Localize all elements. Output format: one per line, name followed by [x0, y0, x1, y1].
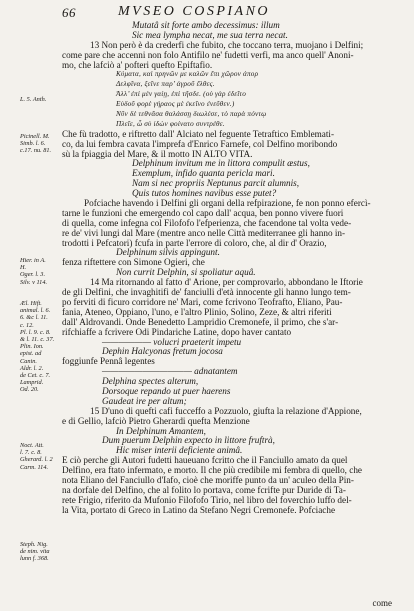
text-line: Νῦν δὲ τεθνᾶσα θαλάσσῃ διωλέσε, τὸ παρὰ πόντῳ [116, 110, 267, 119]
page-header [0, 3, 414, 21]
text-line: Sic mea lympha necat, me sua terra necat. [132, 30, 288, 40]
text-line: 15 D'uno di quefti cafi fucceffo a Pozzuolo, giufta la relazione d'Appione, [90, 406, 362, 416]
text-line: Dorsoque repando ut puer haerens [102, 386, 231, 396]
margin-note-line: de nim. vita [20, 548, 50, 556]
running-title: MVSEO COSPIANO [118, 4, 271, 19]
text-line: come pare che accenni non folo Antifilo ne' fudetti verfi, ma anco quell' Anoni- [62, 50, 354, 60]
margin-note-line: Simb. l. 6. [20, 140, 46, 148]
text-line: —————— volucri praeterit impetu [102, 337, 242, 347]
text-line: sù la fpiaggia del Mare, & il motto IN ALTO VITA. [62, 149, 253, 159]
margin-note-line: Plin. Ion. [20, 343, 44, 351]
margin-note-line: & l. 11. c. 37. [20, 336, 55, 344]
text-line: Quis tutos homines navibus esse putet? [132, 189, 277, 199]
text-line: Πλεῖε, ὦ σὺ ἰδὼν φοίνατο συντρέθε. [116, 119, 225, 128]
text-line: tarne le funzioni che emergendo col capo dall' acqua, ben ponno vivere fuori [62, 208, 344, 218]
margin-note-line: Od. 20. [20, 386, 39, 394]
text-line: foggiunfe Pennâ legentes [62, 357, 155, 367]
margin-note-line: Pl. l. 9. c. 8. [20, 328, 51, 336]
text-line: de gli Delfini, che invaghitifi de' fanciulli d'età innocente gli hanno lungo tem- [62, 288, 351, 298]
text-line: Che fù tradotto, e riftretto dall' Alciato nel feguente Tetraftico Emblemati- [62, 129, 335, 139]
text-line: re de' vivi lungi dal Mare (mentre anco nelle Città mediterranee gli hanno in- [62, 228, 346, 238]
text-line: Hic miser interii deficiente animâ. [116, 446, 243, 456]
text-line: Non currit Delphin, si spoliatur aquâ. [116, 268, 256, 278]
margin-note-line: Picinell. M. [20, 133, 50, 140]
margin-note-line: c.17. nu. 81. [20, 147, 52, 155]
margin-note-line: Lamprid. [20, 379, 44, 387]
margin-note [20, 541, 74, 563]
text-line: Exemplum, infido quanta pericla mari. [132, 169, 275, 179]
margin-note-line: Canin. [20, 357, 37, 365]
text-line: 14 Ma ritornando al fatto d' Arione, per comprovarlo, abbondano le Iftorie [90, 278, 363, 288]
margin-note-line: Oger. l. 3. [20, 271, 46, 279]
margin-note-line: epist. ad [20, 350, 42, 358]
text-line: nota Eliano del Fanciullo d'Iafo, cioè che moriffe punto da un' aculeo della Pin- [62, 475, 354, 485]
text-line: fania, Ateneo, Oppiano, l'uno, e l'altro Plinio, Solino, Zeze, & altri riferiti [62, 307, 332, 317]
text-line: ——————————— adnatantem [102, 367, 238, 377]
text-line: co, da lui fembra cavata l'imprefa d'Enrico Farnefe, col Delfino moribondo [62, 139, 338, 149]
margin-note-line: Æl. Hift. [20, 300, 42, 307]
text-line: la Vita, portato di Greco in Latino da Stefano Negri Cremonefe. Pofciache [62, 505, 336, 515]
margin-note-line: Noct. Att. [20, 442, 44, 449]
text-line: In Delphinum Amantem, [116, 426, 206, 436]
text-line: rifchiaffe a fcrivere Odi Pindariche Latine, dopo haver cantato [62, 327, 292, 337]
body-text [62, 21, 408, 516]
text-line: rete Frigio, riferito da Mufonio Filofofo Tirio, nel libro del foverchio luffo del- [62, 495, 352, 505]
margin-note-line: Hier. in A. [20, 257, 46, 264]
text-line: Gaudeat ire per altum; [102, 396, 187, 406]
page-number: 66 [62, 5, 76, 20]
margin-note-line: Carm. 114. [20, 463, 49, 471]
text-line: Εὐδοῦ φορὲ γήραος μὲ ἐκεῖνο ἐνεῦθεν.) [116, 100, 235, 109]
text-line: Delphinum silvis appingunt. [116, 248, 220, 258]
margin-note-line: Steph. Nig. [20, 541, 48, 548]
margin-note-line: H. [20, 264, 27, 272]
text-line: mo, che lafciò a' pofteri quefto Epiftafio. [62, 60, 213, 70]
text-line: na dorfale del Delfino, che al folito lo portava, come fcrifte pur Duride di Ta- [62, 485, 346, 495]
margin-note-line: L. 5. Anth. [20, 96, 47, 103]
text-line: Ἀλλ’ ἐπὶ μὲν γαίῃ, ἐπὶ τῆσδε. (οὐ γὰρ ἐδεῖτο [116, 90, 247, 99]
text-line: Nam si nec propriis Neptunus parcit alumnis, [132, 179, 299, 189]
text-line: Pofciache havendo i Delfini gli organi della refpirazione, fe non ponno efercì- [84, 199, 371, 209]
margin-note-line: l. 7. c. 8. [20, 449, 42, 457]
text-line: di quella, come infegna col Filofofo l'efperienza, che facendone tal volta vede- [62, 218, 352, 228]
margin-note-line: 6. &c l. 11. [20, 314, 48, 322]
text-line: Mutatâ sit forte ambo decessimus: illum [132, 21, 280, 30]
text-line: fenza riftettere con Simone Ogieri, che [62, 258, 205, 268]
text-line: Delphina spectes alterum, [102, 377, 199, 387]
margin-note-line: lunn f. 368. [20, 555, 49, 563]
margin-note-line: animal. l. 6. [20, 307, 51, 315]
text-line: Dum puerum Delphin expecto in littore fruftrà, [102, 436, 275, 446]
text-line: dall' Aldrovandi. Onde Benedetto Lampridio Cremonefe, il primo, che s'ar- [62, 317, 339, 327]
margin-note-line: c. 12. [20, 321, 34, 329]
text-line: Delfino, era ftato infermato, e morto. Il che più credibile mi fembra di quello, che [62, 466, 363, 476]
catchword: come [372, 598, 392, 608]
text-line: Κύματα, καὶ πρηνῶν με καλῶν ἔπι χῶρον ἀπορ [116, 70, 259, 79]
margin-note-line: Gherard. l. 2 [20, 456, 53, 464]
text-line: 13 Non però è da crederfi che fubito, che toccano terra, muojano i Delfini; [90, 40, 364, 50]
text-line: Δελφῖνα, ξεῖνε παρ’ ἀγροῦ ἔλθες. [116, 80, 215, 89]
text-line: e di Gellio, lafciò Pietro Gherardi quefta Menzione [62, 416, 250, 426]
margin-note-line: Aldr. l. 2. [20, 364, 44, 372]
margin-note-line: de Cet. c. 7. [20, 372, 51, 380]
text-line: po ferviti di ficuro corridore ne' Mari, come fcrivono Teofrafto, Eliano, Pau- [62, 297, 343, 307]
text-line: trodotti i Pefcatori) fcufa in parte l'errore di coloro, che, al dir d' Orazio, [62, 238, 327, 248]
margin-note-line: Silv. v 114. [20, 278, 48, 286]
text-line: Dephin Halcyonas fretum jocosa [102, 347, 223, 357]
text-line: E ciò perche gli Autori fudetti haueuano fcritto che il Fanciullo amato da quel [62, 456, 348, 466]
text-line: Delphinum invitum me in littora compulit æstus, [132, 159, 310, 169]
